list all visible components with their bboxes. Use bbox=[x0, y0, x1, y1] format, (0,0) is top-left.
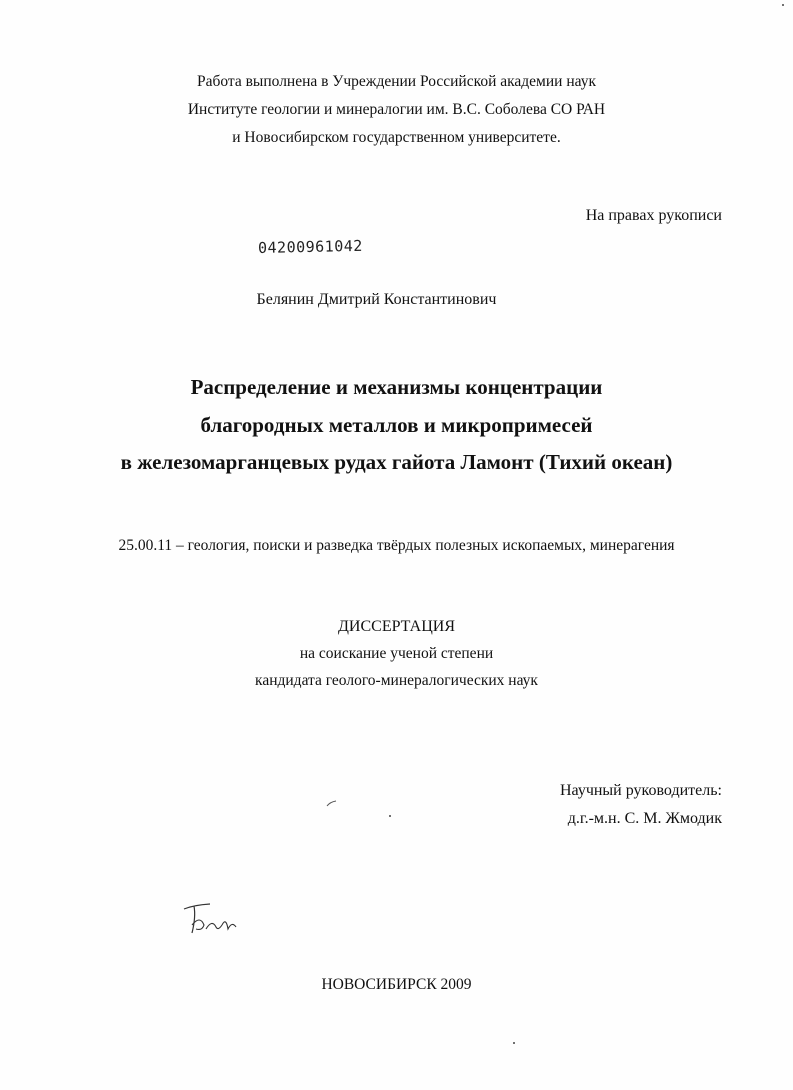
scan-speck bbox=[782, 4, 784, 6]
title-line-1: Распределение и механизмы концентрации bbox=[190, 375, 603, 399]
rights-note: На правах рукописи bbox=[585, 207, 722, 224]
author-name: Белянин Дмитрий Константинович bbox=[256, 291, 497, 308]
supervisor-label: Научный руководитель: bbox=[559, 782, 722, 799]
title-line-3: в железомарганцевых рудах гайота Ламонт (Тихий океан) bbox=[120, 450, 673, 474]
archive-number: 04200961042 bbox=[257, 236, 364, 257]
supervisor-name: д.г.-м.н. С. М. Жмодик bbox=[567, 810, 722, 827]
dissertation-purpose: на соискание ученой степени bbox=[299, 645, 494, 662]
institution-line-2: Институте геологии и минералогии им. В.С. Соболева СО РАН bbox=[187, 101, 606, 118]
pen-mark-icon bbox=[326, 800, 338, 808]
institution-line-1: Работа выполнена в Учреждении Российской академии наук bbox=[196, 73, 597, 90]
scan-speck bbox=[513, 1042, 515, 1044]
specialty-code: 25.00.11 – геология, поиски и разведка твёрдых полезных ископаемых, минерагения bbox=[118, 537, 675, 554]
title-line-2: благородных металлов и микропримесей bbox=[200, 413, 593, 437]
dissertation-degree: кандидата геолого-минералогических наук bbox=[255, 672, 538, 689]
institution-line-3: и Новосибирском государственном университете. bbox=[232, 129, 561, 146]
dissertation-heading: ДИССЕРТАЦИЯ bbox=[338, 618, 455, 635]
signature-icon bbox=[180, 895, 260, 945]
footer-city-year: НОВОСИБИРСК 2009 bbox=[321, 976, 472, 993]
scan-speck bbox=[389, 815, 391, 817]
